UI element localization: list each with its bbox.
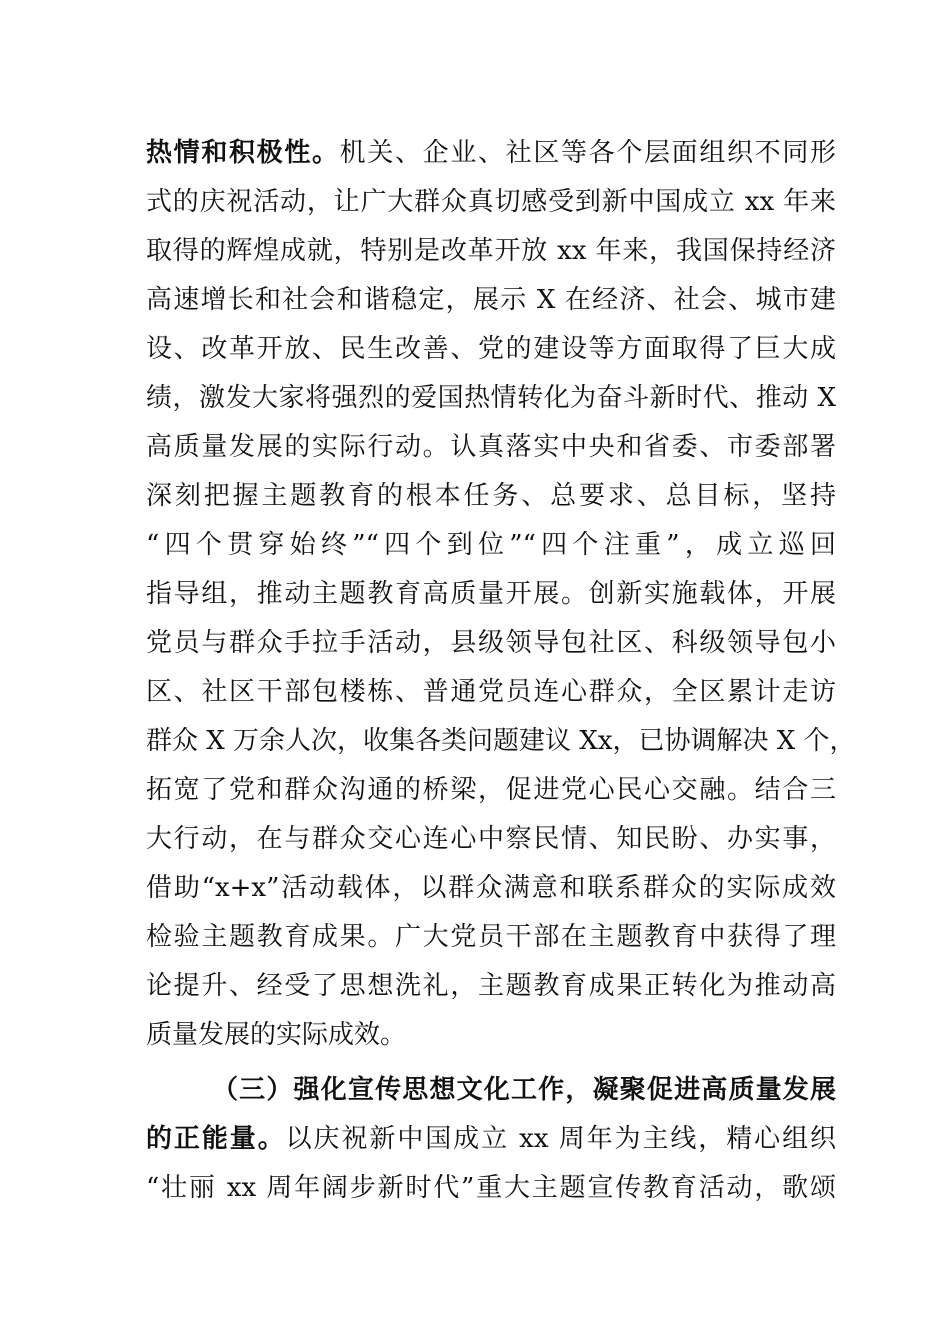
- text-segment: 以庆祝新中国成立 xx 周年为主线，精心组织: [285, 1124, 836, 1154]
- text-line-22: “壮丽 xx 周年阔步新时代”重大主题宣传教育活动，歌颂: [146, 1173, 836, 1203]
- text-line-6: 绩，激发大家将强烈的爱国热情转化为奋斗新时代、推动 X: [146, 383, 836, 413]
- text-line-13: 群众 X 万余人次，收集各类问题建议 Xx，已协调解决 X 个，: [146, 726, 856, 756]
- text-line-10: 指导组，推动主题教育高质量开展。创新实施载体，开展: [146, 579, 836, 609]
- text-line-8: 深刻把握主题教育的根本任务、总要求、总目标，坚持: [146, 481, 836, 511]
- bold-lead-phrase: 热情和积极性。: [146, 138, 340, 168]
- text-line-1: [146, 133, 836, 173]
- text-line-5: 设、改革开放、民生改善、党的建设等方面取得了巨大成: [146, 334, 836, 364]
- text-line-19: 质量发展的实际成效。: [146, 1020, 407, 1050]
- text-line-16: 借助“x+x”活动载体，以群众满意和联系群众的实际成效: [146, 873, 836, 903]
- text-line-9: “四个贯穿始终”“四个到位”“四个注重”，成立巡回: [146, 530, 836, 560]
- section-heading-line-2: [146, 1119, 836, 1159]
- text-line-14: 拓宽了党和群众沟通的桥梁，促进党心民心交融。结合三: [146, 775, 836, 805]
- text-line-11: 党员与群众手拉手活动，县级领导包社区、科级领导包小: [146, 628, 836, 658]
- section-heading-line-1: （三）强化宣传思想文化工作，凝聚促进高质量发展: [212, 1075, 836, 1105]
- text-line-18: 论提升、经受了思想洗礼，主题教育成果正转化为推动高: [146, 971, 836, 1001]
- text-line-7: 高质量发展的实际行动。认真落实中央和省委、市委部署: [146, 432, 836, 462]
- text-line-4: 高速增长和社会和谐稳定，展示 X 在经济、社会、城市建: [146, 285, 836, 315]
- section-heading-tail: 的正能量。: [146, 1124, 286, 1154]
- text-line-2: 式的庆祝活动，让广大群众真切感受到新中国成立 xx 年来: [146, 187, 836, 217]
- text-segment: 机关、企业、社区等各个层面组织不同形: [339, 138, 836, 168]
- text-line-15: 大行动，在与群众交心连心中察民情、知民盼、办实事，: [146, 824, 836, 854]
- text-line-12: 区、社区干部包楼栋、普通党员连心群众，全区累计走访: [146, 677, 836, 707]
- text-line-17: 检验主题教育成果。广大党员干部在主题教育中获得了理: [146, 922, 836, 952]
- text-line-3: 取得的辉煌成就，特别是改革开放 xx 年来，我国保持经济: [146, 236, 836, 266]
